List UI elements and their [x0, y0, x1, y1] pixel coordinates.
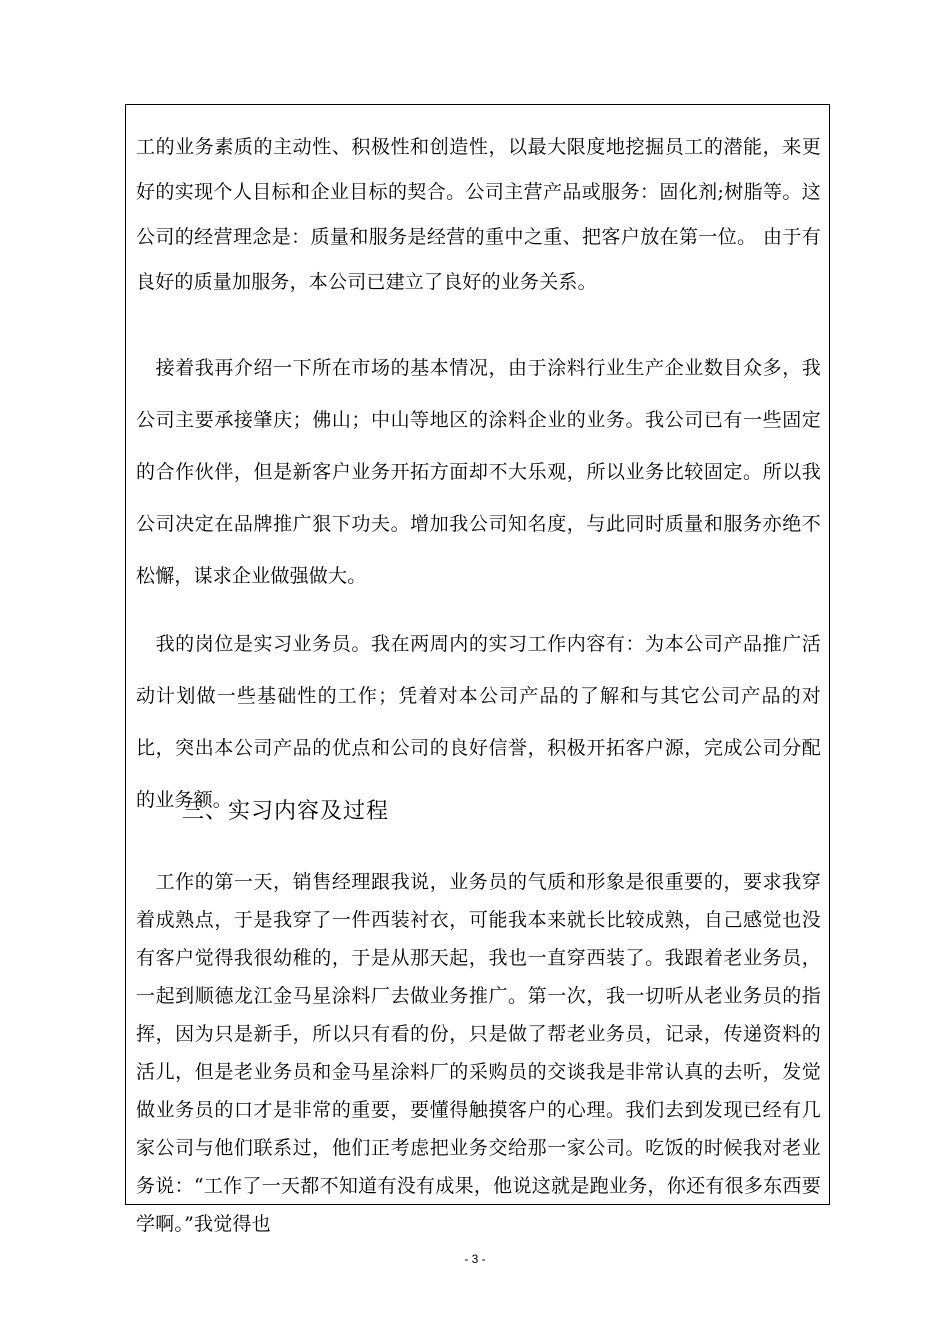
- paragraph-first-day: 工作的第一天，销售经理跟我说，业务员的气质和形象是很重要的，要求我穿着成熟点，于是我穿了一件西装衬衣，可能我本来就长比较成熟，自己感觉也没有客户觉得我很幼稚的，于是从那天起，我也一直穿西装了。我跟着老业务员，一起到顺德龙江金马星涂料厂去做业务推广。第一次，我一切听从老业务员的指挥，因为只是新手，所以只有看的份，只是做了帮老业务员，记录，传递资料的活儿，但是老业务员和金马星涂料厂的采购员的交谈我是非常认真的去听，发觉做业务员的口才是非常的重要，要懂得触摸客户的心理。我们去到发现已经有几家公司与他们联系过，他们正考虑把业务交给那一家公司。吃饭的时候我对老业务说：“工作了一天都不知道有没有成果，他说这就是跑业务，你还有很多东西要学啊。”我觉得也: [136, 871, 821, 1235]
- paragraph-company-intro: 工的业务素质的主动性、积极性和创造性，以最大限度地挖掘员工的潜能，来更好的实现个人目标和企业目标的契合。公司主营产品或服务：固化剂;树脂等。这公司的经营理念是：质量和服务是经营的重中之重、把客户放在第一位。 由于有良好的质量加服务，本公司已建立了良好的业务关系。: [136, 136, 821, 293]
- paragraph-position: 我的岗位是实习业务员。我在两周内的实习工作内容有：为本公司产品推广活动计划做一些基础性的工作；凭着对本公司产品的了解和与其它公司产品的对比，突出本公司产品的优点和公司的良好信誉，积极开拓客户源，完成公司分配的业务额。: [136, 633, 821, 811]
- page-number: - 3 -: [464, 1252, 486, 1266]
- page-frame: [125, 104, 830, 1235]
- section-heading: 三、实习内容及过程: [182, 799, 390, 824]
- paragraph-market-situation: 接着我再介绍一下所在市场的基本情况，由于涂料行业生产企业数目众多，我公司主要承接肇庆；佛山；中山等地区的涂料企业的业务。我公司已有一些固定的合作伙伴，但是新客户业务开拓方面却不大乐观，所以业务比较固定。所以我公司决定在品牌推广狠下功夫。增加我公司知名度，与此同时质量和服务亦绝不松懈，谋求企业做强做大。: [136, 357, 821, 587]
